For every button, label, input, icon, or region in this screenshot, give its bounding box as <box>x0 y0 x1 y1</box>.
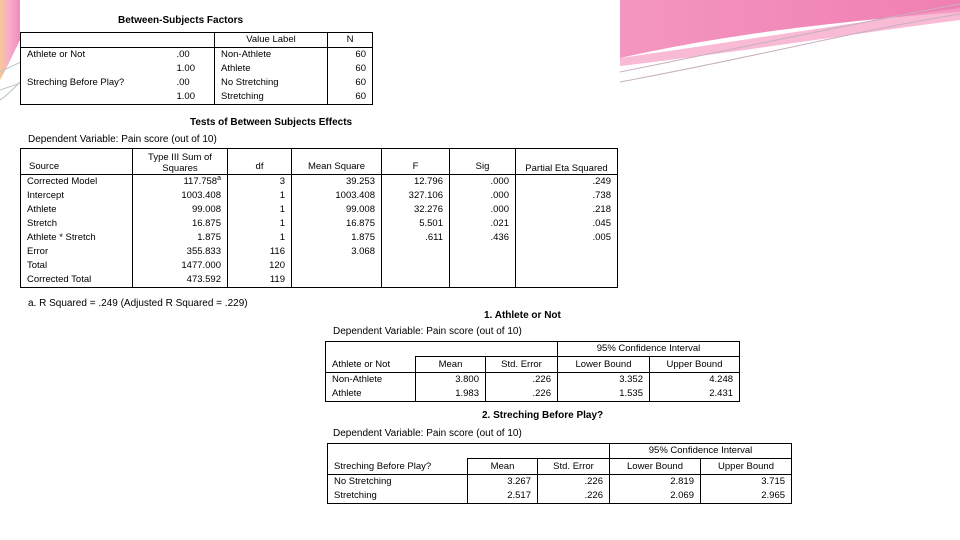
lower-bound-header: Lower Bound <box>558 357 650 373</box>
factor-value: 1.00 <box>171 90 215 105</box>
n-header: N <box>328 33 373 48</box>
n-value: 60 <box>328 76 373 90</box>
eta-cell: .249 <box>516 175 618 190</box>
factor-header: Athlete or Not <box>326 357 416 373</box>
df-header: df <box>228 149 292 175</box>
sig-cell <box>450 273 516 288</box>
ss-cell: 99.008 <box>133 203 228 217</box>
ms-cell <box>292 273 382 288</box>
df-cell: 120 <box>228 259 292 273</box>
table-row <box>21 203 618 217</box>
table-row <box>21 217 618 231</box>
se-cell: .226 <box>486 373 558 388</box>
ci-header: 95% Confidence Interval <box>558 342 740 357</box>
table-row <box>21 245 618 259</box>
table-row <box>328 489 792 504</box>
athlete-means-dependent: Dependent Variable: Pain score (out of 10) <box>333 326 522 337</box>
f-cell: 12.796 <box>382 175 450 190</box>
n-value: 60 <box>328 62 373 76</box>
factor-name <box>21 90 171 105</box>
footnote-marker: a <box>217 174 221 182</box>
f-cell: 327.106 <box>382 189 450 203</box>
df-cell: 116 <box>228 245 292 259</box>
sig-cell: .021 <box>450 217 516 231</box>
level-cell: No Stretching <box>328 475 468 490</box>
mean-cell: 3.267 <box>468 475 538 490</box>
ms-cell: 16.875 <box>292 217 382 231</box>
mean-square-header: Mean Square <box>292 149 382 175</box>
mean-header: Mean <box>416 357 486 373</box>
eta-cell <box>516 273 618 288</box>
n-value: 60 <box>328 48 373 63</box>
eta-cell: .218 <box>516 203 618 217</box>
value-label: Stretching <box>215 90 328 105</box>
value-label: Athlete <box>215 62 328 76</box>
anova-output-panel <box>20 12 620 316</box>
sig-cell: .436 <box>450 231 516 245</box>
df-cell: 3 <box>228 175 292 190</box>
df-cell: 1 <box>228 217 292 231</box>
ss-cell: 1003.408 <box>133 189 228 203</box>
eta-cell: .005 <box>516 231 618 245</box>
mean-cell: 3.800 <box>416 373 486 388</box>
source-cell: Corrected Total <box>21 273 133 288</box>
sig-header: Sig <box>450 149 516 175</box>
value-label: No Stretching <box>215 76 328 90</box>
f-cell <box>382 245 450 259</box>
upper-cell: 2.965 <box>701 489 792 504</box>
ms-cell: 3.068 <box>292 245 382 259</box>
f-cell: 32.276 <box>382 203 450 217</box>
level-cell: Athlete <box>326 387 416 402</box>
factor-value: .00 <box>176 77 190 88</box>
table-row <box>328 475 792 490</box>
upper-cell: 2.431 <box>650 387 740 402</box>
sig-cell: .000 <box>450 175 516 190</box>
std-error-header: Std. Error <box>538 459 610 475</box>
stretch-means-table <box>327 443 792 504</box>
factor-value: 1.00 <box>176 63 195 74</box>
sig-cell: .000 <box>450 189 516 203</box>
eta-cell: .045 <box>516 217 618 231</box>
upper-bound-header: Upper Bound <box>701 459 792 475</box>
factor-header: Streching Before Play? <box>328 459 468 475</box>
upper-cell: 3.715 <box>701 475 792 490</box>
sig-cell: .000 <box>450 203 516 217</box>
table-row <box>326 373 740 388</box>
table-row <box>21 175 618 190</box>
athlete-means-panel <box>320 308 768 406</box>
table-row <box>21 231 618 245</box>
factor-name: Streching Before Play? <box>21 76 171 90</box>
ss-cell: 16.875 <box>133 217 228 231</box>
f-cell <box>382 259 450 273</box>
table-row <box>21 62 373 76</box>
stretch-means-panel <box>322 406 792 506</box>
between-subjects-table <box>20 32 373 105</box>
lower-cell: 3.352 <box>558 373 650 388</box>
se-cell: .226 <box>538 475 610 490</box>
ms-cell: 1003.408 <box>292 189 382 203</box>
level-cell: Non-Athlete <box>326 373 416 388</box>
stretch-means-dependent: Dependent Variable: Pain score (out of 10) <box>333 428 522 439</box>
value-label-header: Value Label <box>215 33 328 48</box>
f-cell <box>382 273 450 288</box>
se-cell: .226 <box>538 489 610 504</box>
df-cell: 1 <box>228 203 292 217</box>
table-row <box>21 273 618 288</box>
ss-cell: 355.833 <box>133 245 228 259</box>
sig-cell <box>450 245 516 259</box>
value-label: Non-Athlete <box>215 48 328 63</box>
ms-cell: 99.008 <box>292 203 382 217</box>
mean-header: Mean <box>468 459 538 475</box>
source-cell: Intercept <box>21 189 133 203</box>
factor-name: Athlete or Not <box>21 48 171 63</box>
source-cell: Total <box>21 259 133 273</box>
tests-footnote: a. R Squared = .249 (Adjusted R Squared = .229) <box>28 298 248 309</box>
stretch-means-title: 2. Streching Before Play? <box>482 410 604 421</box>
f-cell: .611 <box>382 231 450 245</box>
eta-header: Partial Eta Squared <box>516 149 618 175</box>
mean-cell: 2.517 <box>468 489 538 504</box>
eta-cell <box>516 245 618 259</box>
upper-bound-header: Upper Bound <box>650 357 740 373</box>
ci-header: 95% Confidence Interval <box>610 444 792 459</box>
table-row <box>21 189 618 203</box>
table-row <box>21 90 373 105</box>
source-cell: Error <box>21 245 133 259</box>
lower-bound-header: Lower Bound <box>610 459 701 475</box>
athlete-means-table <box>325 341 740 402</box>
lower-cell: 2.819 <box>610 475 701 490</box>
source-cell: Corrected Model <box>21 175 133 190</box>
f-header: F <box>382 149 450 175</box>
ms-cell <box>292 259 382 273</box>
df-cell: 119 <box>228 273 292 288</box>
ss-cell: 1477.000 <box>133 259 228 273</box>
factor-value: .00 <box>176 49 190 60</box>
lower-cell: 1.535 <box>558 387 650 402</box>
athlete-means-title: 1. Athlete or Not <box>484 310 561 321</box>
ms-cell: 1.875 <box>292 231 382 245</box>
table-row <box>326 387 740 402</box>
source-header: Source <box>21 149 133 175</box>
table-row <box>21 48 373 63</box>
factor-name <box>21 62 171 76</box>
source-cell: Stretch <box>21 217 133 231</box>
df-cell: 1 <box>228 189 292 203</box>
table-row <box>21 259 618 273</box>
between-subjects-title: Between-Subjects Factors <box>118 15 244 26</box>
source-cell: Athlete * Stretch <box>21 231 133 245</box>
ss-header: Type III Sum of Squares <box>133 149 228 175</box>
table-row <box>21 76 373 90</box>
eta-cell <box>516 259 618 273</box>
eta-cell: .738 <box>516 189 618 203</box>
n-value: 60 <box>328 90 373 105</box>
f-cell: 5.501 <box>382 217 450 231</box>
tests-table <box>20 148 618 288</box>
source-cell: Athlete <box>21 203 133 217</box>
level-cell: Stretching <box>328 489 468 504</box>
df-cell: 1 <box>228 231 292 245</box>
upper-cell: 4.248 <box>650 373 740 388</box>
lower-cell: 2.069 <box>610 489 701 504</box>
ms-cell: 39.253 <box>292 175 382 190</box>
se-cell: .226 <box>486 387 558 402</box>
std-error-header: Std. Error <box>486 357 558 373</box>
ss-cell: 117.758$^a$ <box>133 175 228 190</box>
tests-dependent-variable: Dependent Variable: Pain score (out of 10) <box>28 134 217 145</box>
ss-cell: 473.592 <box>133 273 228 288</box>
sig-cell <box>450 259 516 273</box>
ss-cell: 1.875 <box>133 231 228 245</box>
tests-title: Tests of Between Subjects Effects <box>190 117 353 128</box>
mean-cell: 1.983 <box>416 387 486 402</box>
